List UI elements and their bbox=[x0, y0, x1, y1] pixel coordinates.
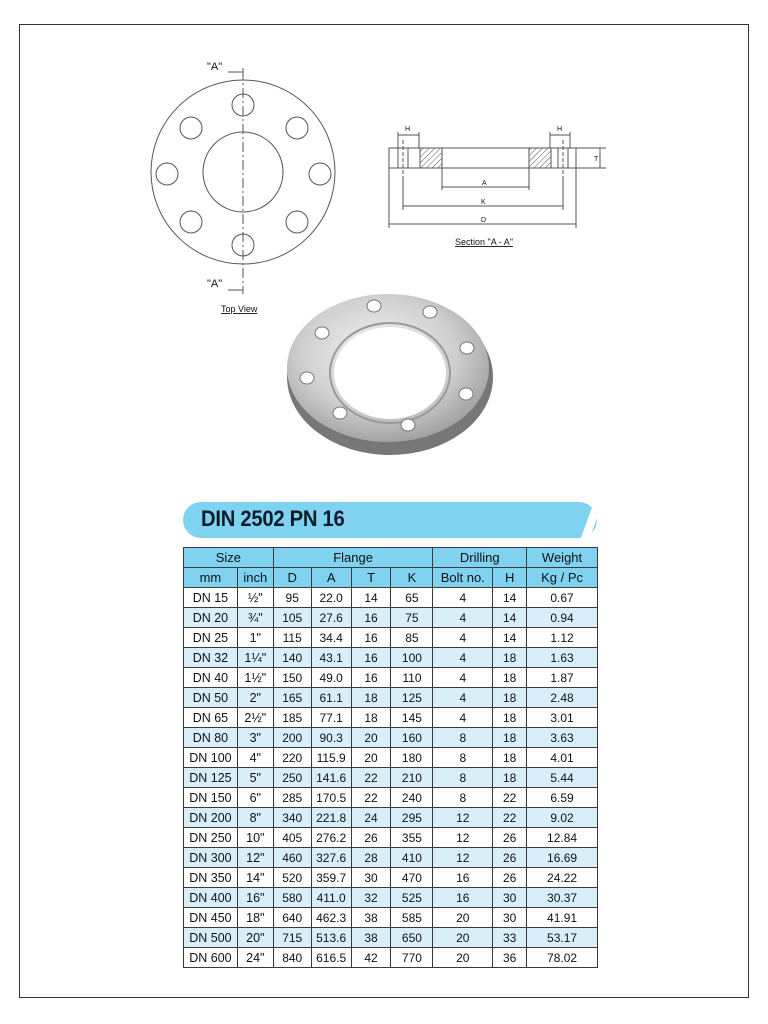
cell-weight: 1.63 bbox=[527, 648, 598, 668]
section-label: Section "A - A" bbox=[455, 237, 513, 247]
cell-inch: 14" bbox=[237, 868, 273, 888]
cell-weight: 41.91 bbox=[527, 908, 598, 928]
cell-d: 95 bbox=[273, 588, 311, 608]
table-row bbox=[184, 728, 598, 748]
dimension-table bbox=[183, 547, 598, 968]
subheader-a: A bbox=[311, 568, 351, 588]
cell-inch: 4" bbox=[237, 748, 273, 768]
cell-k: 470 bbox=[391, 868, 433, 888]
cell-a: 22.0 bbox=[311, 588, 351, 608]
cell-d: 220 bbox=[273, 748, 311, 768]
subheader-inch: inch bbox=[237, 568, 273, 588]
cell-weight: 1.12 bbox=[527, 628, 598, 648]
cell-weight: 3.63 bbox=[527, 728, 598, 748]
cell-bolt-no: 20 bbox=[433, 928, 493, 948]
cell-t: 38 bbox=[351, 928, 391, 948]
cell-k: 180 bbox=[391, 748, 433, 768]
cell-mm: DN 50 bbox=[184, 688, 238, 708]
cell-inch: ½" bbox=[237, 588, 273, 608]
cell-d: 460 bbox=[273, 848, 311, 868]
cell-k: 110 bbox=[391, 668, 433, 688]
cell-a: 61.1 bbox=[311, 688, 351, 708]
cell-t: 16 bbox=[351, 608, 391, 628]
cell-t: 16 bbox=[351, 628, 391, 648]
dim-h-left: H bbox=[405, 126, 411, 133]
dim-h-right: H bbox=[557, 126, 563, 133]
top-view-drawing bbox=[151, 68, 335, 294]
cell-k: 75 bbox=[391, 608, 433, 628]
cell-inch: 10" bbox=[237, 828, 273, 848]
cell-weight: 78.02 bbox=[527, 948, 598, 968]
cell-k: 160 bbox=[391, 728, 433, 748]
technical-drawing bbox=[0, 0, 768, 500]
table-row bbox=[184, 948, 598, 968]
table-row bbox=[184, 628, 598, 648]
table-row bbox=[184, 688, 598, 708]
cell-a: 43.1 bbox=[311, 648, 351, 668]
table-row bbox=[184, 808, 598, 828]
cell-t: 20 bbox=[351, 748, 391, 768]
cell-a: 49.0 bbox=[311, 668, 351, 688]
cell-weight: 0.67 bbox=[527, 588, 598, 608]
cell-t: 18 bbox=[351, 688, 391, 708]
cell-bolt-no: 8 bbox=[433, 748, 493, 768]
dim-k: K bbox=[481, 199, 486, 206]
table-title: DIN 2502 PN 16 bbox=[201, 506, 345, 531]
cell-d: 165 bbox=[273, 688, 311, 708]
cell-mm: DN 40 bbox=[184, 668, 238, 688]
cell-t: 18 bbox=[351, 708, 391, 728]
cell-d: 115 bbox=[273, 628, 311, 648]
cell-t: 26 bbox=[351, 828, 391, 848]
header-drilling: Drilling bbox=[433, 548, 527, 568]
cell-bolt-no: 4 bbox=[433, 608, 493, 628]
cell-k: 240 bbox=[391, 788, 433, 808]
cell-mm: DN 20 bbox=[184, 608, 238, 628]
subheader-bolt-no: Bolt no. bbox=[433, 568, 493, 588]
cell-a: 276.2 bbox=[311, 828, 351, 848]
cell-k: 145 bbox=[391, 708, 433, 728]
cell-a: 221.8 bbox=[311, 808, 351, 828]
table-title-band bbox=[183, 502, 597, 538]
cell-mm: DN 65 bbox=[184, 708, 238, 728]
cell-bolt-no: 4 bbox=[433, 708, 493, 728]
cell-a: 170.5 bbox=[311, 788, 351, 808]
table-row bbox=[184, 608, 598, 628]
cell-h: 36 bbox=[493, 948, 527, 968]
cell-inch: ¾" bbox=[237, 608, 273, 628]
cell-h: 18 bbox=[493, 668, 527, 688]
cell-d: 105 bbox=[273, 608, 311, 628]
cell-mm: DN 500 bbox=[184, 928, 238, 948]
cell-h: 18 bbox=[493, 648, 527, 668]
cell-d: 840 bbox=[273, 948, 311, 968]
header-size: Size bbox=[184, 548, 274, 568]
cell-mm: DN 150 bbox=[184, 788, 238, 808]
cell-bolt-no: 4 bbox=[433, 588, 493, 608]
cell-a: 327.6 bbox=[311, 848, 351, 868]
cell-inch: 6" bbox=[237, 788, 273, 808]
cell-h: 18 bbox=[493, 688, 527, 708]
dim-a: A bbox=[482, 180, 487, 187]
cell-h: 22 bbox=[493, 808, 527, 828]
cell-h: 18 bbox=[493, 748, 527, 768]
cell-weight: 24.22 bbox=[527, 868, 598, 888]
cell-k: 410 bbox=[391, 848, 433, 868]
table-row bbox=[184, 668, 598, 688]
cell-d: 520 bbox=[273, 868, 311, 888]
cell-t: 24 bbox=[351, 808, 391, 828]
cell-mm: DN 25 bbox=[184, 628, 238, 648]
cell-h: 33 bbox=[493, 928, 527, 948]
cell-t: 22 bbox=[351, 788, 391, 808]
cell-inch: 3" bbox=[237, 728, 273, 748]
cell-inch: 1½" bbox=[237, 668, 273, 688]
cell-d: 150 bbox=[273, 668, 311, 688]
cell-mm: DN 400 bbox=[184, 888, 238, 908]
cell-h: 14 bbox=[493, 588, 527, 608]
cell-k: 355 bbox=[391, 828, 433, 848]
cell-h: 18 bbox=[493, 728, 527, 748]
cell-a: 90.3 bbox=[311, 728, 351, 748]
cell-k: 650 bbox=[391, 928, 433, 948]
cell-inch: 2" bbox=[237, 688, 273, 708]
cell-inch: 20" bbox=[237, 928, 273, 948]
cell-t: 42 bbox=[351, 948, 391, 968]
cell-h: 22 bbox=[493, 788, 527, 808]
cell-t: 38 bbox=[351, 908, 391, 928]
table-row bbox=[184, 748, 598, 768]
cell-bolt-no: 12 bbox=[433, 848, 493, 868]
cell-mm: DN 450 bbox=[184, 908, 238, 928]
cell-inch: 12" bbox=[237, 848, 273, 868]
cell-h: 30 bbox=[493, 888, 527, 908]
table-row bbox=[184, 648, 598, 668]
cell-h: 18 bbox=[493, 708, 527, 728]
cell-h: 30 bbox=[493, 908, 527, 928]
cell-weight: 0.94 bbox=[527, 608, 598, 628]
cell-d: 405 bbox=[273, 828, 311, 848]
cell-mm: DN 80 bbox=[184, 728, 238, 748]
cell-mm: DN 250 bbox=[184, 828, 238, 848]
cell-weight: 30.37 bbox=[527, 888, 598, 908]
cell-a: 27.6 bbox=[311, 608, 351, 628]
cell-t: 28 bbox=[351, 848, 391, 868]
table-row bbox=[184, 848, 598, 868]
cell-t: 32 bbox=[351, 888, 391, 908]
cell-bolt-no: 20 bbox=[433, 908, 493, 928]
section-marker-bottom: "A" bbox=[207, 278, 223, 290]
cell-inch: 2½" bbox=[237, 708, 273, 728]
cell-bolt-no: 12 bbox=[433, 808, 493, 828]
dim-t: T bbox=[594, 156, 599, 163]
cell-d: 715 bbox=[273, 928, 311, 948]
cell-d: 140 bbox=[273, 648, 311, 668]
cell-k: 125 bbox=[391, 688, 433, 708]
subheader-mm: mm bbox=[184, 568, 238, 588]
cell-weight: 9.02 bbox=[527, 808, 598, 828]
cell-mm: DN 350 bbox=[184, 868, 238, 888]
cell-weight: 53.17 bbox=[527, 928, 598, 948]
cell-weight: 3.01 bbox=[527, 708, 598, 728]
cell-k: 85 bbox=[391, 628, 433, 648]
table-row bbox=[184, 928, 598, 948]
cell-bolt-no: 4 bbox=[433, 628, 493, 648]
table-row bbox=[184, 708, 598, 728]
cell-bolt-no: 8 bbox=[433, 728, 493, 748]
cell-weight: 6.59 bbox=[527, 788, 598, 808]
table-row bbox=[184, 868, 598, 888]
cell-inch: 16" bbox=[237, 888, 273, 908]
cell-k: 295 bbox=[391, 808, 433, 828]
cell-weight: 16.69 bbox=[527, 848, 598, 868]
header-weight: Weight bbox=[527, 548, 598, 568]
cell-weight: 12.84 bbox=[527, 828, 598, 848]
cell-d: 185 bbox=[273, 708, 311, 728]
cell-bolt-no: 8 bbox=[433, 768, 493, 788]
table-row bbox=[184, 888, 598, 908]
cell-a: 359.7 bbox=[311, 868, 351, 888]
cell-bolt-no: 16 bbox=[433, 868, 493, 888]
cell-bolt-no: 4 bbox=[433, 668, 493, 688]
cell-d: 285 bbox=[273, 788, 311, 808]
cell-a: 77.1 bbox=[311, 708, 351, 728]
table-row bbox=[184, 788, 598, 808]
cell-inch: 24" bbox=[237, 948, 273, 968]
cell-a: 411.0 bbox=[311, 888, 351, 908]
section-marker-top: "A" bbox=[207, 61, 223, 73]
cell-mm: DN 100 bbox=[184, 748, 238, 768]
cell-inch: 8" bbox=[237, 808, 273, 828]
cell-t: 20 bbox=[351, 728, 391, 748]
subheader-k: K bbox=[391, 568, 433, 588]
cell-mm: DN 125 bbox=[184, 768, 238, 788]
top-view-label: Top View bbox=[221, 304, 258, 314]
cell-h: 14 bbox=[493, 608, 527, 628]
cell-a: 34.4 bbox=[311, 628, 351, 648]
cell-inch: 1" bbox=[237, 628, 273, 648]
cell-t: 22 bbox=[351, 768, 391, 788]
cell-bolt-no: 4 bbox=[433, 648, 493, 668]
cell-h: 26 bbox=[493, 848, 527, 868]
cell-k: 585 bbox=[391, 908, 433, 928]
cell-k: 770 bbox=[391, 948, 433, 968]
cell-k: 525 bbox=[391, 888, 433, 908]
cell-bolt-no: 16 bbox=[433, 888, 493, 908]
cell-a: 115.9 bbox=[311, 748, 351, 768]
subheader-t: T bbox=[351, 568, 391, 588]
cell-mm: DN 15 bbox=[184, 588, 238, 608]
header-flange: Flange bbox=[273, 548, 433, 568]
cell-bolt-no: 12 bbox=[433, 828, 493, 848]
cell-mm: DN 300 bbox=[184, 848, 238, 868]
table-row bbox=[184, 588, 598, 608]
cell-a: 141.6 bbox=[311, 768, 351, 788]
cell-k: 100 bbox=[391, 648, 433, 668]
table-row bbox=[184, 768, 598, 788]
flange-photo bbox=[287, 294, 493, 455]
cell-weight: 1.87 bbox=[527, 668, 598, 688]
cell-h: 14 bbox=[493, 628, 527, 648]
cell-weight: 4.01 bbox=[527, 748, 598, 768]
cell-a: 616.5 bbox=[311, 948, 351, 968]
cell-d: 200 bbox=[273, 728, 311, 748]
cell-mm: DN 200 bbox=[184, 808, 238, 828]
cell-t: 16 bbox=[351, 648, 391, 668]
dim-d: D bbox=[481, 217, 487, 224]
cell-t: 14 bbox=[351, 588, 391, 608]
cell-d: 640 bbox=[273, 908, 311, 928]
cell-h: 18 bbox=[493, 768, 527, 788]
cell-mm: DN 32 bbox=[184, 648, 238, 668]
cell-mm: DN 600 bbox=[184, 948, 238, 968]
cell-t: 16 bbox=[351, 668, 391, 688]
table-row bbox=[184, 828, 598, 848]
cell-t: 30 bbox=[351, 868, 391, 888]
cell-h: 26 bbox=[493, 828, 527, 848]
cell-bolt-no: 20 bbox=[433, 948, 493, 968]
cell-weight: 2.48 bbox=[527, 688, 598, 708]
cell-bolt-no: 8 bbox=[433, 788, 493, 808]
cell-d: 580 bbox=[273, 888, 311, 908]
section-drawing bbox=[389, 132, 606, 228]
cell-k: 65 bbox=[391, 588, 433, 608]
subheader-d: D bbox=[273, 568, 311, 588]
cell-a: 513.6 bbox=[311, 928, 351, 948]
cell-h: 26 bbox=[493, 868, 527, 888]
subheader-kg-per-pc: Kg / Pc bbox=[527, 568, 598, 588]
table-row bbox=[184, 908, 598, 928]
cell-k: 210 bbox=[391, 768, 433, 788]
cell-inch: 1¼" bbox=[237, 648, 273, 668]
table-body bbox=[184, 588, 598, 968]
cell-d: 340 bbox=[273, 808, 311, 828]
cell-d: 250 bbox=[273, 768, 311, 788]
cell-bolt-no: 4 bbox=[433, 688, 493, 708]
cell-a: 462.3 bbox=[311, 908, 351, 928]
cell-inch: 5" bbox=[237, 768, 273, 788]
cell-weight: 5.44 bbox=[527, 768, 598, 788]
subheader-h: H bbox=[493, 568, 527, 588]
cell-inch: 18" bbox=[237, 908, 273, 928]
